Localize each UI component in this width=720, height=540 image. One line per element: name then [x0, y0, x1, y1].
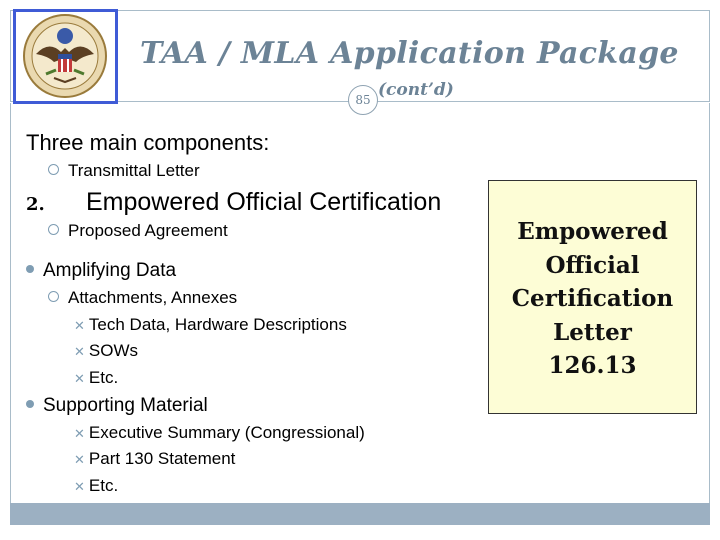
list-item: Amplifying Data: [26, 260, 176, 282]
callout-line: Certification: [511, 285, 674, 312]
x-bullet-icon: ✕: [74, 426, 85, 441]
list-item: ✕ SOWs: [74, 341, 139, 360]
page-title: TAA / MLA Application Package: [140, 36, 679, 71]
page-subtitle: (cont’d): [378, 80, 454, 100]
x-bullet-icon: ✕: [74, 479, 85, 494]
x-bullet-icon: ✕: [74, 344, 85, 359]
callout-line: 126.13: [548, 352, 637, 379]
list-item: ✕ Part 130 Statement: [74, 449, 236, 468]
dot-bullet-icon: [26, 265, 34, 273]
seal-frame: [13, 9, 118, 104]
list-item: ✕ Etc.: [74, 368, 119, 387]
callout-line: Letter: [553, 318, 632, 346]
right-border-line: [709, 103, 710, 503]
list-item: Transmittal Letter: [48, 161, 200, 181]
x-bullet-icon: ✕: [74, 371, 85, 386]
callout-line: Official: [545, 251, 640, 279]
list-item: ✕ Executive Summary (Congressional): [74, 423, 365, 442]
item-number: 2.: [26, 194, 45, 215]
circle-bullet-icon: [48, 291, 59, 302]
list-item-highlighted: Empowered Official Certification: [86, 188, 442, 216]
x-bullet-icon: ✕: [74, 452, 85, 467]
list-item: Proposed Agreement: [48, 221, 228, 241]
department-of-state-seal-icon: [16, 12, 115, 101]
callout-box: [488, 180, 697, 414]
circle-bullet-icon: [48, 164, 59, 175]
dot-bullet-icon: [26, 400, 34, 408]
list-item: ✕ Etc.: [74, 476, 119, 495]
list-item: Supporting Material: [26, 395, 208, 417]
list-item: ✕ Tech Data, Hardware Descriptions: [74, 315, 347, 334]
footer-bar: [10, 503, 710, 525]
left-border-line: [10, 103, 11, 503]
x-bullet-icon: ✕: [74, 318, 85, 333]
slide-number: 85: [348, 85, 378, 115]
callout-line: Empowered: [517, 218, 668, 245]
list-item: Attachments, Annexes: [48, 288, 237, 308]
circle-bullet-icon: [48, 224, 59, 235]
section-heading: Three main components:: [26, 130, 270, 155]
